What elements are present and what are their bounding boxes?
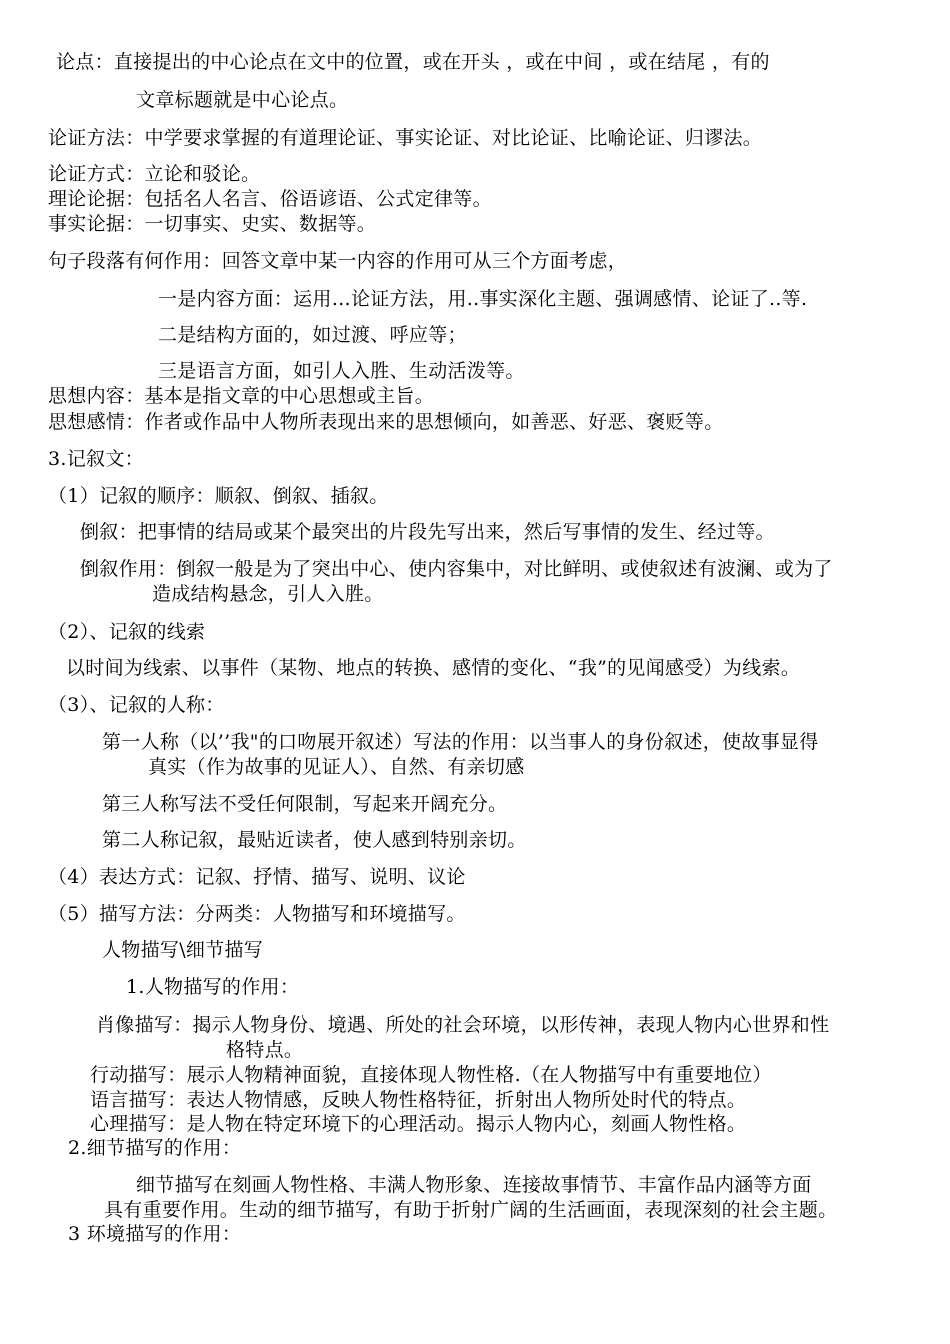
text-line: 倒叙作用：倒叙一般是为了突出中心、使内容集中，对比鲜明、或使叙述有波澜、或为了	[80, 558, 833, 580]
text-line: 事实论据：一切事实、史实、数据等。	[48, 213, 377, 235]
text-line: 3 环境描写的作用：	[68, 1223, 242, 1245]
text-line: 思想感情：作者或作品中人物所表现出来的思想倾向，如善恶、好恶、褒贬等。	[48, 411, 724, 433]
text-line: 思想内容：基本是指文章的中心思想或主旨。	[48, 385, 435, 407]
text-line: 行动描写：展示人物精神面貌，直接体现人物性格.（在人物描写中有重要地位）	[90, 1064, 772, 1086]
text-line: 倒叙：把事情的结局或某个最突出的片段先写出来，然后写事情的发生、经过等。	[80, 521, 775, 543]
text-line: （2）、记叙的线索	[48, 621, 206, 643]
text-line: 三是语言方面，如引人入胜、生动活泼等。	[158, 360, 525, 382]
text-line: 造成结构悬念，引人入胜。	[152, 583, 384, 605]
text-line: 第二人称记叙，最贴近读者，使人感到特别亲切。	[102, 829, 527, 851]
text-line: 语言描写：表达人物情感，反映人物性格特征，折射出人物所处时代的特点。	[90, 1089, 747, 1111]
text-line: 人物描写\细节描写	[102, 939, 264, 961]
text-line: 1.人物描写的作用：	[126, 976, 300, 998]
text-line: 格特点。	[226, 1039, 304, 1061]
section-heading: 3.记叙文：	[48, 448, 144, 470]
text-line: 以时间为线索、以事件（某物、地点的转换、感情的变化、“我”的见闻感受）为线索。	[66, 657, 801, 679]
text-line: 理论论据：包括名人名言、俗语谚语、公式定律等。	[48, 188, 492, 210]
text-line: 论证方法：中学要求掌握的有道理论证、事实论证、对比论证、比喻论证、归谬法。	[48, 127, 763, 149]
text-line: （1）记叙的顺序：顺叙、倒叙、插叙。	[48, 485, 389, 507]
text-line: 肖像描写：揭示人物身份、境遇、所处的社会环境，以形传神，表现人物内心世界和性	[96, 1014, 830, 1036]
text-line: 论点：直接提出的中心论点在文中的位置，或在开头 ，或在中间 ，或在结尾 ，有的	[56, 51, 770, 73]
text-line: （3）、记叙的人称：	[48, 694, 225, 716]
text-line: （5）描写方法：分两类：人物描写和环境描写。	[48, 903, 466, 925]
text-line: （4）表达方式：记叙、抒情、描写、说明、议论	[48, 866, 466, 888]
text-line: 心理描写：是人物在特定环境下的心理活动。揭示人物内心，刻画人物性格。	[90, 1113, 747, 1135]
text-line: 第三人称写法不受任何限制，写起来开阔充分。	[102, 793, 508, 815]
text-line: 句子段落有何作用：回答文章中某一内容的作用可从三个方面考虑，	[48, 250, 628, 272]
text-line: 文章标题就是中心论点。	[136, 89, 349, 111]
text-line: 真实（作为故事的见证人）、自然、有亲切感	[148, 756, 525, 778]
text-line: 2.细节描写的作用：	[68, 1137, 242, 1159]
text-line: 具有重要作用。生动的细节描写，有助于折射广阔的生活画面，表现深刻的社会主题。	[104, 1199, 838, 1221]
text-line: 一是内容方面：运用…论证方法，用..事实深化主题、强调感情、论证了..等.	[158, 288, 808, 310]
text-line: 第一人称（以’’我"的口吻展开叙述）写法的作用：以当事人的身份叙述，使故事显得	[102, 731, 819, 753]
text-line: 论证方式：立论和驳论。	[48, 163, 261, 185]
text-line: 二是结构方面的，如过渡、呼应等；	[158, 324, 467, 346]
text-line: 细节描写在刻画人物性格、丰满人物形象、连接故事情节、丰富作品内涵等方面	[136, 1174, 812, 1196]
